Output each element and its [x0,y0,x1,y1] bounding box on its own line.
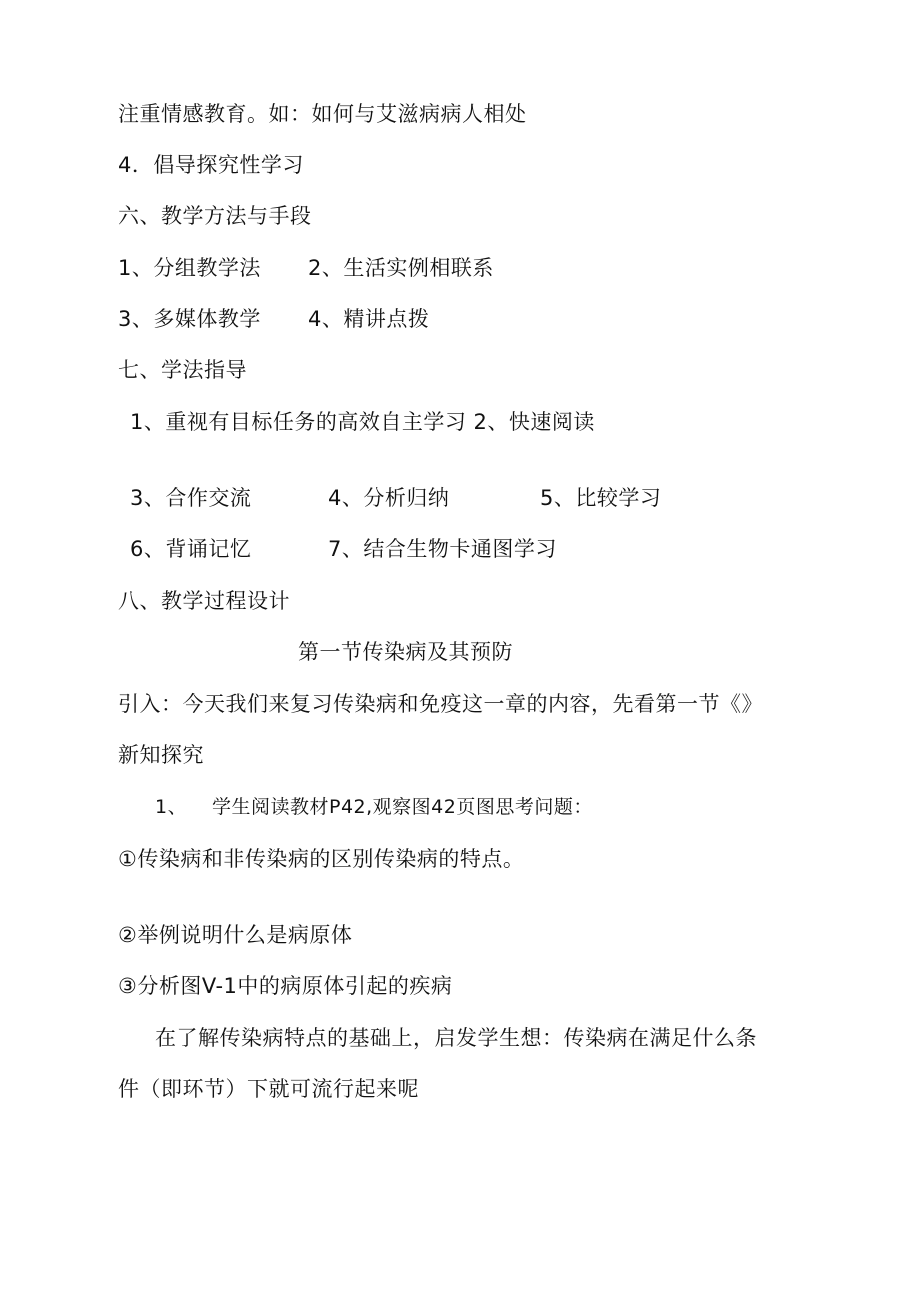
guidance-item-7: 7、结合生物卡通图学习 [328,537,557,561]
heading-learning-guidance: 七、学法指导 [118,358,247,382]
new-knowledge-label: 新知探究 [118,743,204,767]
heading-teaching-methods: 六、教学方法与手段 [118,204,312,228]
guidance-item-4: 4、分析归纳 [328,486,450,510]
method-item-1: 1、分组教学法 [118,256,261,280]
guidance-item-1-2: 1、重视有目标任务的高效自主学习 2、快速阅读 [130,410,595,434]
circled-item-3: ③分析图V-1中的病原体引起的疾病 [118,974,453,998]
text-line-emotional-education: 注重情感教育。如：如何与艾滋病病人相处 [118,102,527,126]
question-text: 学生阅读教材P42,观察图42页图思考问题： [212,796,593,818]
method-item-4: 4、精讲点拨 [308,307,430,331]
paragraph-line-2: 件（即环节）下就可流行起来呢 [118,1077,419,1101]
paragraph-line-1: 在了解传染病特点的基础上，启发学生想：传染病在满足什么条 [155,1026,757,1050]
heading-process-design: 八、教学过程设计 [118,589,290,613]
guidance-item-6: 6、背诵记忆 [130,537,252,561]
circled-item-1: ①传染病和非传染病的区别传染病的特点。 [118,847,525,871]
method-item-2: 2、生活实例相联系 [308,256,494,280]
text-line-inquiry-learning: 4．倡导探究性学习 [118,153,304,177]
circled-item-2: ②举例说明什么是病原体 [118,923,353,947]
guidance-item-5: 5、比较学习 [540,486,662,510]
section-title: 第一节传染病及其预防 [298,640,513,664]
intro-paragraph: 引入：今天我们来复习传染病和免疫这一章的内容，先看第一节《》 [118,692,763,716]
guidance-item-3: 3、合作交流 [130,486,252,510]
method-item-3: 3、多媒体教学 [118,307,261,331]
question-number: 1、 [155,796,188,818]
